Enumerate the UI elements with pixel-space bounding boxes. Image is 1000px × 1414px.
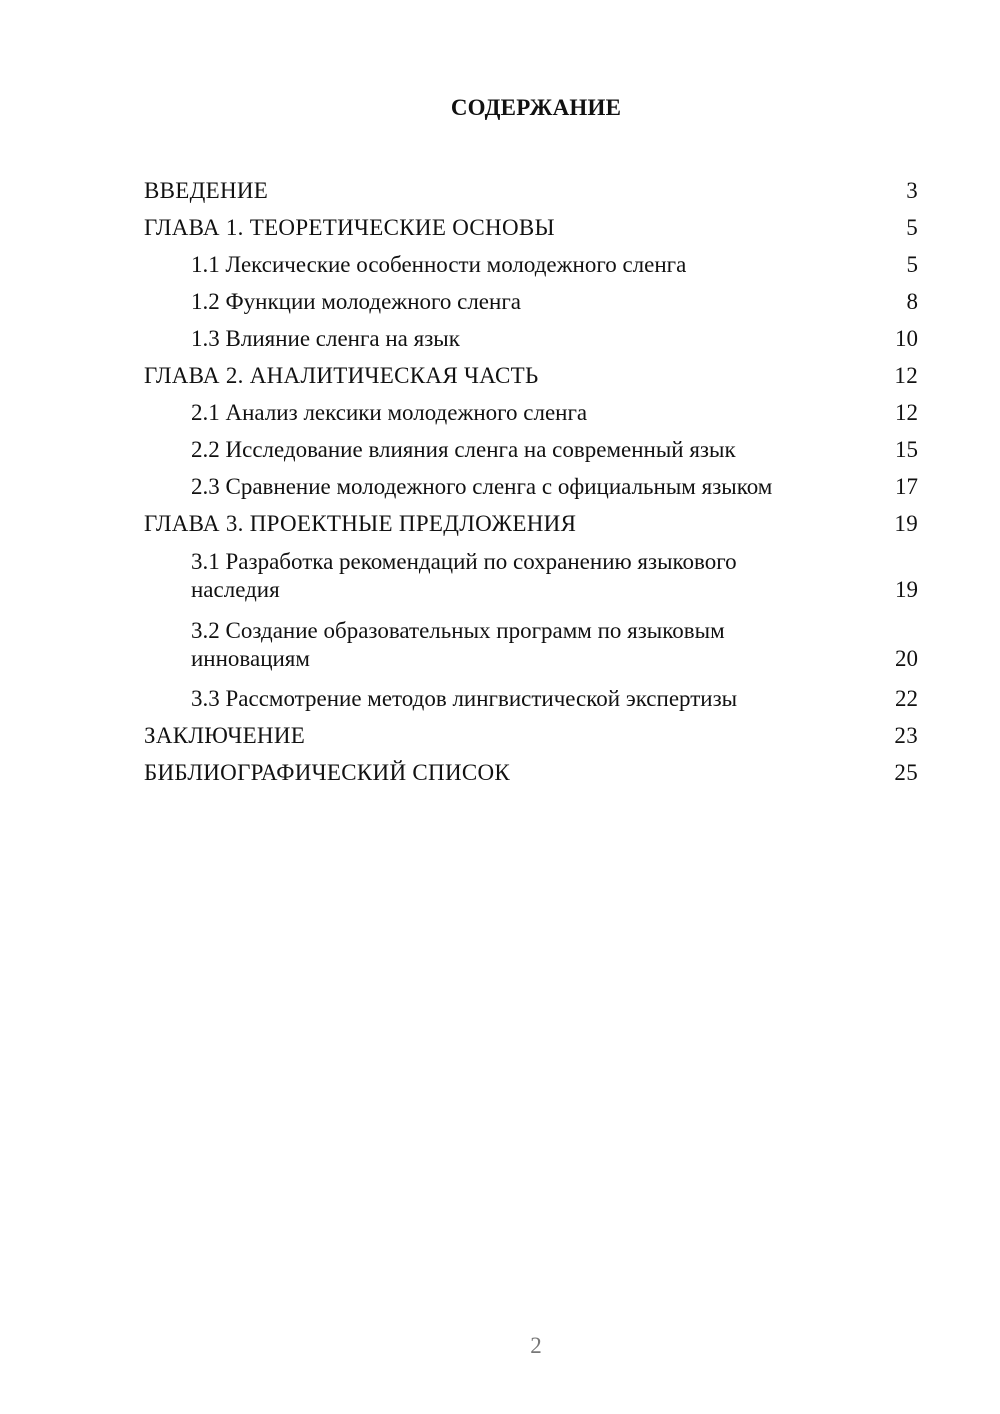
toc-entry-section-1-1[interactable] bbox=[144, 242, 918, 279]
toc-entry-chapter-1[interactable] bbox=[144, 205, 918, 242]
toc-entry-page: 19 bbox=[894, 511, 918, 536]
toc-entry-section-2-3[interactable] bbox=[144, 464, 918, 501]
toc-entry-section-2-1[interactable] bbox=[144, 390, 918, 427]
toc-entry-page: 15 bbox=[895, 437, 918, 462]
toc-entry-section-3-2[interactable] bbox=[144, 607, 918, 676]
toc-entry-page: 3 bbox=[906, 178, 918, 203]
toc-entry-label: 3.1 Разработка рекомендаций по сохранению языкового наследия bbox=[191, 549, 737, 602]
toc-entry-page: 12 bbox=[894, 363, 918, 388]
table-of-contents bbox=[144, 168, 918, 787]
toc-entry-page: 10 bbox=[895, 326, 918, 351]
toc-entry-label: 2.3 Сравнение молодежного сленга с официальным языком bbox=[191, 474, 773, 499]
toc-entry-section-2-2[interactable] bbox=[144, 427, 918, 464]
toc-entry-page: 20 bbox=[895, 646, 918, 671]
toc-entry-label: ГЛАВА 1. ТЕОРЕТИЧЕСКИЕ ОСНОВЫ bbox=[144, 215, 555, 240]
page-title: СОДЕРЖАНИЕ bbox=[450, 95, 622, 120]
toc-entry-label: 3.2 Создание образовательных программ по языковым инновациям bbox=[191, 618, 725, 671]
toc-entry-introduction[interactable] bbox=[144, 168, 918, 205]
toc-entry-label: 1.2 Функции молодежного сленга bbox=[191, 289, 521, 314]
toc-entry-bibliography[interactable] bbox=[144, 750, 918, 787]
toc-entry-section-1-2[interactable] bbox=[144, 279, 918, 316]
toc-entry-label: 1.1 Лексические особенности молодежного сленга bbox=[191, 252, 687, 277]
toc-entry-page: 25 bbox=[894, 760, 918, 785]
toc-entry-label: ГЛАВА 3. ПРОЕКТНЫЕ ПРЕДЛОЖЕНИЯ bbox=[144, 511, 577, 536]
toc-entry-label: 1.3 Влияние сленга на язык bbox=[191, 326, 460, 351]
toc-entry-conclusion[interactable] bbox=[144, 713, 918, 750]
toc-entry-section-3-1[interactable] bbox=[144, 538, 918, 607]
toc-entry-label: 2.2 Исследование влияния сленга на современный язык bbox=[191, 437, 736, 462]
toc-entry-chapter-3[interactable] bbox=[144, 501, 918, 538]
toc-entry-chapter-2[interactable] bbox=[144, 353, 918, 390]
toc-entry-label: 3.3 Рассмотрение методов лингвистической экспертизы bbox=[191, 686, 738, 711]
toc-entry-page: 12 bbox=[895, 400, 918, 425]
toc-entry-page: 17 bbox=[895, 474, 918, 499]
toc-entry-label: ГЛАВА 2. АНАЛИТИЧЕСКАЯ ЧАСТЬ bbox=[144, 363, 539, 388]
toc-entry-page: 19 bbox=[895, 577, 918, 602]
toc-entry-section-1-3[interactable] bbox=[144, 316, 918, 353]
toc-entry-page: 8 bbox=[906, 289, 918, 314]
toc-entry-label: 2.1 Анализ лексики молодежного сленга bbox=[191, 400, 588, 425]
toc-entry-page: 22 bbox=[895, 686, 918, 711]
toc-entry-label: ЗАКЛЮЧЕНИЕ bbox=[144, 723, 306, 748]
toc-entry-page: 5 bbox=[906, 252, 918, 277]
toc-entry-page: 23 bbox=[894, 723, 918, 748]
page-number: 2 bbox=[530, 1333, 542, 1358]
toc-entry-label: ВВЕДЕНИЕ bbox=[144, 178, 269, 203]
toc-entry-section-3-3[interactable] bbox=[144, 676, 918, 713]
toc-entry-page: 5 bbox=[906, 215, 918, 240]
toc-entry-label: БИБЛИОГРАФИЧЕСКИЙ СПИСОК bbox=[144, 760, 511, 785]
